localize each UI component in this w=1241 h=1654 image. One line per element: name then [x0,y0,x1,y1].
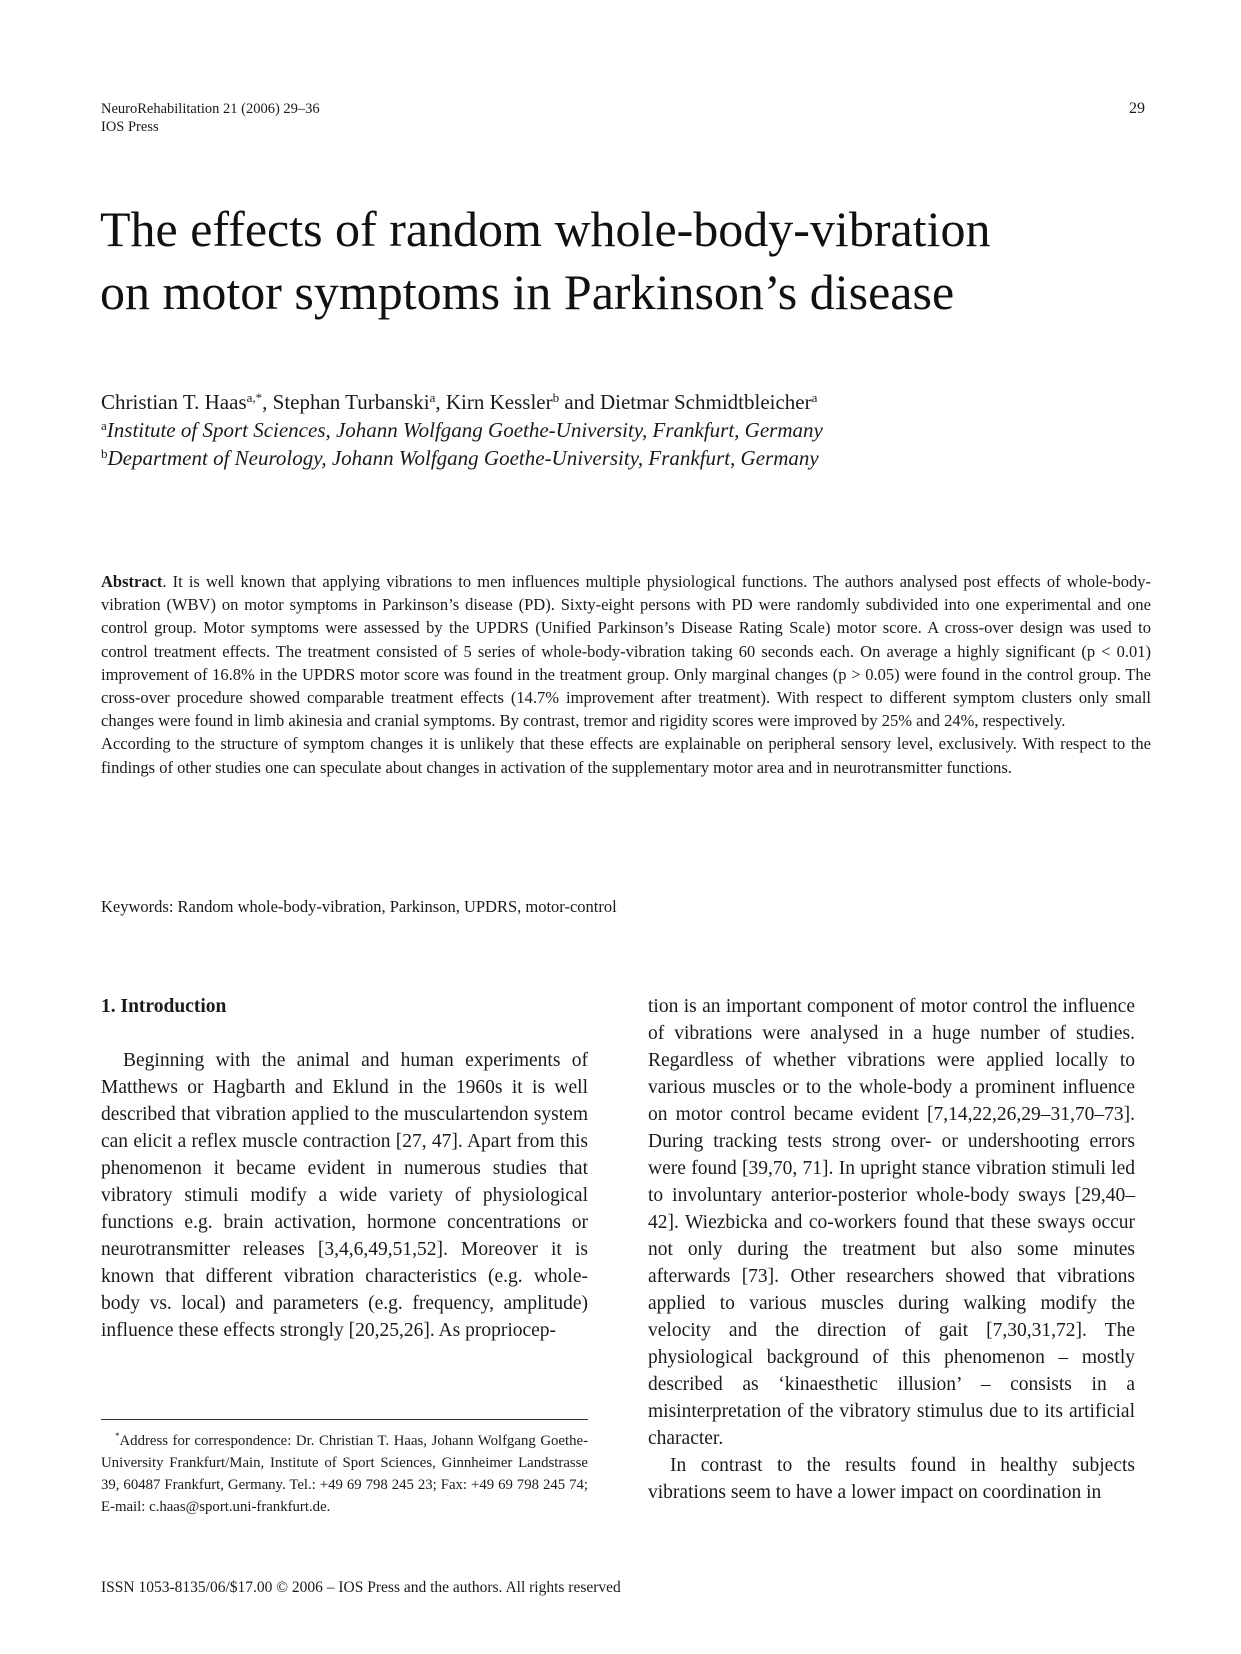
copyright-line: ISSN 1053-8135/06/$17.00 © 2006 – IOS Press and the authors. All rights reserved [101,1579,621,1596]
author-name: Stephan Turbanski [272,390,430,414]
title-line-2: on motor symptoms in Parkinson’s disease [100,264,955,320]
author-block [101,388,1161,472]
author-separator: and [559,390,600,414]
keywords: Keywords: Random whole-body-vibration, Parkinson, UPDRS, motor-control [101,897,617,916]
section-heading: 1. Introduction [101,996,227,1017]
author-affiliation-mark: a [811,390,818,405]
author-affiliation-mark: b [552,390,560,405]
right-column [648,993,1135,1506]
affiliation-mark: b [101,446,108,461]
body-paragraph: tion is an important component of motor control the influence of vibrations were analysed in a huge number of studies. Regardless of whether vibrations were applied locally to various muscles or to the whole-body a prominent influence on motor control became evident [7,14,22,26,29–31,70–73]. During tracking tests strong over- or undershooting errors were found [39,70, 71]. In upright stance vibration stimuli led to involuntary anterior-posterior whole-body sways [29,40–42]. Wiezbicka and co-workers found that these sways occur not only during the treatment but also some minutes afterwards [73]. Other researchers showed that vibrations applied to various muscles during walking modify the velocity and the direction of gait [7,30,31,72]. The physiological background of this phenomenon – mostly described as ‘kinaesthetic illusion’ – consists in a misinterpretation of the vibratory stimulus due to its artificial character. [648,996,1135,1449]
body-paragraph: In contrast to the results found in healthy subjects vibrations seem to have a lower impact on coordination in [648,1455,1135,1503]
footnote-body: Address for correspondence: Dr. Christian T. Haas, Johann Wolfgang Goethe-University Frankfurt/Main, Institute of Sport Sciences, Ginnheimer Landstrasse 39, 60487 Frankfurt, Germany. Tel.: +49 69 798 245 23; Fax: +49 69 798 245 74; E-mail: c.haas@sport.uni-frankfurt.de. [101,1432,588,1515]
author-name: Christian T. Haas [101,390,247,414]
journal-citation: NeuroRehabilitation 21 (2006) 29–36 [101,101,320,117]
author-name: Kirn Kessler [445,390,553,414]
author-name: Dietmar Schmidtbleicher [599,390,812,414]
abstract-label: Abstract [101,572,163,591]
footnote-divider [101,1419,588,1420]
affiliation-mark: a [101,418,107,433]
affiliation [101,416,1161,444]
author-affiliation-mark: a [429,390,436,405]
publisher: IOS Press [101,119,159,135]
paper-title [100,198,1160,324]
left-column [101,993,588,1344]
author-separator: , [262,390,273,414]
body-paragraph: Beginning with the animal and human experiments of Matthews or Hagbarth and Eklund in the 1960s it is well described that vibration applied to the musculartendon system can elicit a reflex muscle contraction [27, 47]. Apart from this phenomenon it became evident in numerous studies that vibratory stimuli modify a wide variety of physiological functions e.g. brain activation, hormone concentrations or neurotransmitter releases [3,4,6,49,51,52]. Moreover it is known that different vibration characteristics (e.g. whole-body vs. local) and parameters (e.g. frequency, amplitude) influence these effects strongly [20,25,26]. As propriocep- [101,1050,588,1341]
affiliation-text: Department of Neurology, Johann Wolfgang Goethe-University, Frankfurt, Germany [107,446,819,470]
abstract [101,570,1151,779]
author-affiliation-mark: a,* [246,390,263,405]
affiliation [101,444,1161,472]
page-number: 29 [1129,100,1145,117]
correspondence-footnote [101,1425,588,1518]
abstract-paragraph [101,570,1151,732]
abstract-paragraph: According to the structure of symptom changes it is unlikely that these effects are explainable on peripheral sensory level, exclusively. With respect to the findings of other studies one can speculate about changes in activation of the supplementary motor area and in neurotransmitter functions. [101,734,1151,777]
affiliation-text: Institute of Sport Sciences, Johann Wolfgang Goethe-University, Frankfurt, Germany [106,418,823,442]
title-line-1: The effects of random whole-body-vibration [100,201,991,257]
abstract-text: . It is well known that applying vibrations to men influences multiple physiological functions. The authors analysed post effects of whole-body-vibration (WBV) on motor symptoms in Parkinson’s disease (PD). Sixty-eight persons with PD were randomly subdivided into one experimental and one control group. Motor symptoms were assessed by the UPDRS (Unified Parkinson’s Disease Rating Scale) motor score. A cross-over design was used to control treatment effects. The treatment consisted of 5 series of whole-body-vibration taking 60 seconds each. On average a highly significant (p < 0.01) improvement of 16.8% in the UPDRS motor score was found in the treatment group. Only marginal changes (p > 0.05) were found in the control group. The cross-over procedure showed comparable treatment effects (14.7% improvement after treatment). With respect to different symptom clusters only small changes were found in limb akinesia and cranial symptoms. By contrast, tremor and rigidity scores were improved by 25% and 24%, respectively. [101,572,1151,731]
author-separator: , [435,390,446,414]
footnote-mark: * [115,1431,120,1441]
footnote-text [101,1425,588,1518]
author-list [101,388,1161,416]
